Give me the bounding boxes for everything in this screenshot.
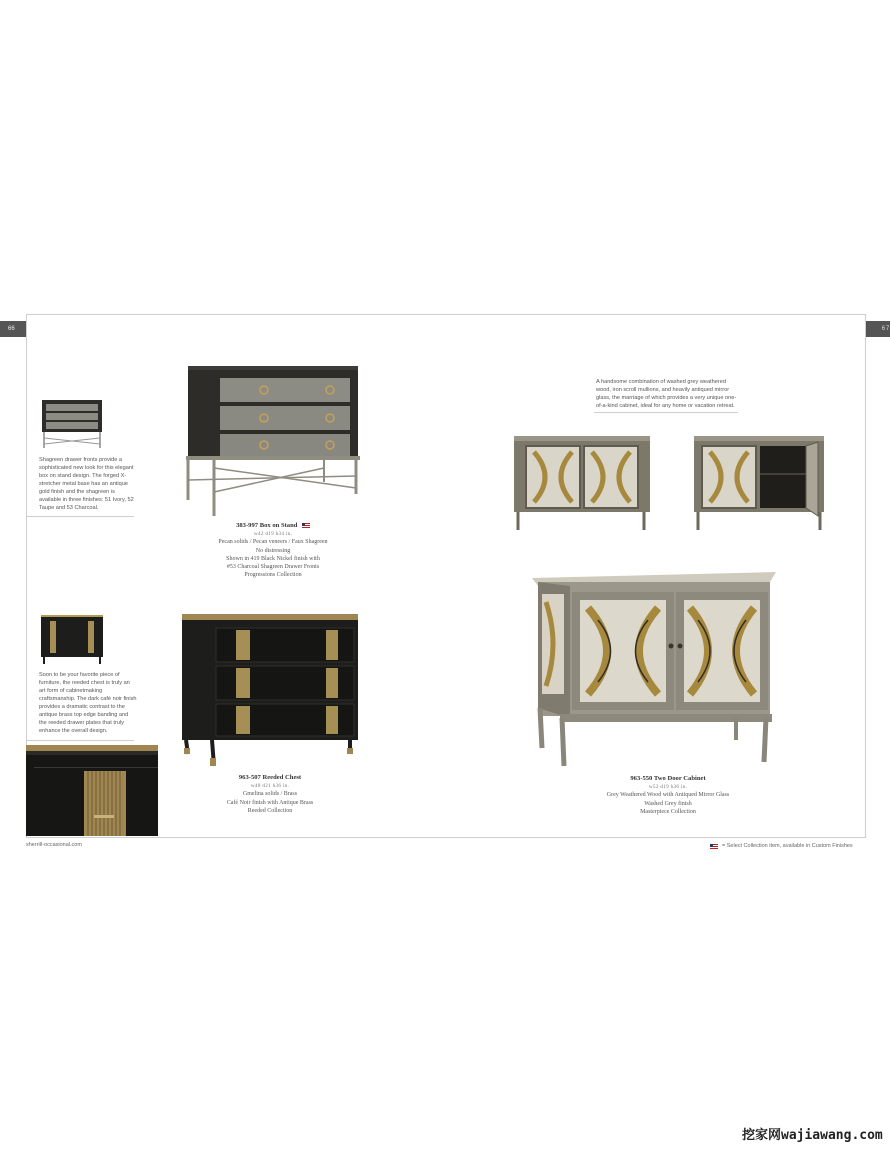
product-dimensions: w48 d21 h36 in. [250,783,290,790]
footer-website: sherrill-occasional.com [26,842,82,848]
reeded-plate-detail-photo [26,745,158,836]
us-flag-icon [302,523,310,528]
product-dimensions: w42 d19 h34 in. [253,531,293,538]
two-door-cabinet-open-photo [692,434,830,532]
sidebar-divider [26,516,134,517]
cabinet-description-note: A handsome combination of washed grey weathered wood, iron scroll mullions, and heavily antiqued mirror glass, the marriage of which provides a very unique one-of-a-kind cabinet, ideal for any home or vacation retreat. [596,379,737,409]
product-spec-line: No distressing [255,547,291,554]
us-flag-icon [710,844,718,849]
product-spec-line: Reeded Collection [247,807,293,814]
product-spec-line: Gmelina solids / Brass [242,791,298,798]
product-spec-line: Progressions Collection [244,572,302,579]
two-door-cabinet-closed-photo [512,434,652,532]
product-sku-name: 963-507 Reeded Chest [238,774,302,781]
note-divider [594,412,738,413]
watermark-text: 挖家网wajiawang.com [742,1128,883,1143]
product-spec-line: #53 Charcoal Shagreen Drawer Fronts [226,564,320,571]
footer-legend [710,843,853,849]
product-spec-line: Café Noir finish with Antique Brass [226,799,314,806]
box-on-stand-photo [184,364,362,518]
product-spec-line: Washed Grey finish [644,800,692,807]
product-dimensions: w52 d19 h36 in. [648,784,688,791]
left-page-number: 66 [0,321,26,337]
sidebar-description-reeded-chest: Soon to be your favorite piece of furniture, the reeded chest is truly an art form of cabinetmaking craftsmanship. The dark café noir finish provides a dramatic contrast to the antique brass top edge banding and the reeded drawer plates that truly enhance the overall design. [39,672,137,734]
product-caption-reeded-chest [180,774,360,815]
product-sku-name: 383-997 Box on Stand [236,522,298,529]
product-sku-name: 963-550 Two Door Cabinet [630,775,706,782]
right-page-number: 67 [881,326,890,332]
product-spec-line: Pecan solids / Pecan veneers / Faux Shagreen [218,539,328,546]
thumbnail-box-on-stand [40,398,104,450]
thumbnail-reeded-chest [40,613,104,665]
sidebar-description-box-on-stand: Shagreen drawer fronts provide a sophisticated new look for this elegant box on stand design. The forged X-stretcher metal base has an antique gold finish and the shagreen is available in three finishes: 51 Ivory, 52 Taupe and 53 Charcoal. [39,457,134,511]
product-spec-line: Masterpiece Collection [640,808,696,815]
sidebar-divider [26,740,134,741]
product-spec-line: Grey Weathered Wood with Antiqued Mirror Glass [606,792,730,799]
footer-legend-text: = Select Collection item, available in Custom Finishes [722,843,853,849]
two-door-cabinet-main-photo [530,568,780,770]
product-spec-line: Shown in 419 Black Nickel finish with [226,555,320,562]
product-caption-box-on-stand [184,522,362,579]
reeded-chest-photo [180,612,360,768]
product-caption-two-door-cabinet [580,775,756,816]
